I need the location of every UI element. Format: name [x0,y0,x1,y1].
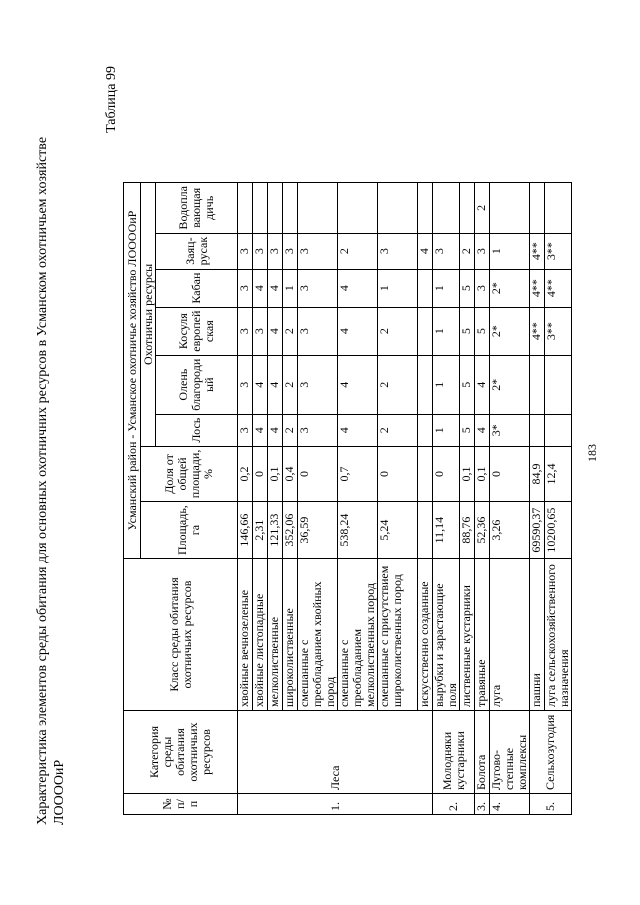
habitat-table [123,182,572,815]
class-cell: травяные [475,559,490,711]
share-cell: 84,9 [530,446,545,502]
score-cell: 1 [433,355,460,414]
share-cell [418,446,433,502]
area-cell: 2,31 [253,502,268,559]
category-cell: Молодняки кустарники [433,711,475,794]
species-hare: Заяц-русак [156,233,238,269]
class-cell: смешанные с преобладанием хвойных пород [298,559,338,711]
score-cell: 3 [238,233,253,269]
score-cell: 2* [490,307,530,355]
species-red-deer: Олень благороди ый [156,355,238,414]
score-cell: 3 [298,233,338,269]
class-cell: мелколиственные [268,559,283,711]
class-cell: хвойные листопадные [253,559,268,711]
share-cell: 0,1 [268,446,283,502]
score-cell: 5 [475,307,490,355]
region-header: Усманский район - Усманское охотничье хозяйство ЛООООиР [124,183,141,559]
score-cell: 3 [298,414,338,446]
class-cell: смешанные с преобладанием мелколиственных пород [338,559,378,711]
share-cell: 0 [378,446,418,502]
score-cell [490,183,530,234]
score-cell: 4** [530,269,545,307]
score-cell: 2 [460,233,475,269]
table-row [475,183,490,815]
area-cell: 5,24 [378,502,418,559]
score-cell: 3** [545,233,572,269]
table-row [490,183,530,815]
area-cell: 36,59 [298,502,338,559]
score-cell: 3 [298,355,338,414]
row-num-agri: 5. [530,794,572,815]
share-cell: 0,1 [460,446,475,502]
page-number: 183 [585,444,599,462]
area-cell: 3,26 [490,502,530,559]
score-cell [268,183,283,234]
species-elk: Лось [156,414,238,446]
score-cell: 3* [490,414,530,446]
score-cell: 1 [378,269,418,307]
score-cell: 2 [283,355,298,414]
share-cell: 0,4 [283,446,298,502]
category-forest: Леса [238,711,433,794]
score-cell [460,183,475,234]
col-header-category: Категория среды обитания охотничьих ресурсов [124,711,238,794]
score-cell: 5 [460,355,475,414]
class-cell: луга [490,559,530,711]
score-cell: 4 [338,269,378,307]
score-cell: 1 [433,307,460,355]
share-cell: 0 [490,446,530,502]
score-cell: 3 [298,307,338,355]
score-cell: 4 [253,355,268,414]
score-cell [238,183,253,234]
area-cell: 538,24 [338,502,378,559]
score-cell [418,355,433,414]
heading-line-1: Характеристика элементов среды обитания для основных охотничних ресурсов в Усманском охотничьем хозяйстве [35,136,50,825]
class-cell: лиственные кустарники [460,559,475,711]
score-cell: 4 [338,355,378,414]
class-cell: искусственно созданные [418,559,433,711]
score-cell: 3 [238,355,253,414]
score-cell: 5 [460,414,475,446]
score-cell: 3 [433,233,460,269]
share-cell: 12,4 [545,446,572,502]
score-cell: 2 [378,307,418,355]
score-cell [545,414,572,446]
species-boar: Кабан [156,269,238,307]
score-cell: 3 [378,233,418,269]
score-cell: 4** [530,233,545,269]
score-cell: 4 [268,355,283,414]
class-cell: вырубки и зарастающие поля [433,559,460,711]
class-cell: хвойные вечнозеленые [238,559,253,711]
score-cell: 2* [490,355,530,414]
score-cell: 4 [418,233,433,269]
score-cell: 1 [283,269,298,307]
score-cell [530,355,545,414]
score-cell [530,414,545,446]
share-cell: 0 [253,446,268,502]
score-cell: 2 [338,233,378,269]
class-cell: пашни [530,559,545,711]
table-row [530,183,545,815]
col-header-share: Доля от общей площади, % [141,446,238,502]
category-agri: Сельхозугодия [530,711,572,794]
score-cell: 4 [338,307,378,355]
col-header-num: № п/п [124,794,238,815]
area-cell: 69590,37 [530,502,545,559]
area-cell: 352,06 [283,502,298,559]
area-cell [418,502,433,559]
table-number: Таблица 99 [104,66,119,133]
area-cell: 146,66 [238,502,253,559]
row-num: 4. [490,794,530,815]
category-cell: Болота [475,711,490,794]
score-cell: 3 [283,233,298,269]
score-cell: 4 [268,307,283,355]
score-cell [418,307,433,355]
score-cell: 5 [460,269,475,307]
score-cell: 2 [475,183,490,234]
share-cell: 0,7 [338,446,378,502]
score-cell: 3 [268,233,283,269]
document-heading [34,65,68,825]
score-cell: 5 [460,307,475,355]
score-cell: 2 [378,414,418,446]
col-header-area: Площадь, га [141,502,238,559]
table-body [238,183,572,815]
row-num: 3. [475,794,490,815]
score-cell: 4 [475,414,490,446]
heading-line-2: ЛООООиР [52,759,67,825]
score-cell: 2* [490,269,530,307]
species-roe-deer: Косуля европей ская [156,307,238,355]
score-cell: 3 [238,269,253,307]
score-cell: 4** [545,269,572,307]
class-cell: смешанные с присутствием широколиственных пород [378,559,418,711]
row-num: 2. [433,794,475,815]
score-cell: 3 [253,307,268,355]
score-cell [418,183,433,234]
score-cell [298,183,338,234]
category-cell: Лугово-степные комплексы [490,711,530,794]
score-cell: 4 [268,414,283,446]
score-cell [530,183,545,234]
score-cell: 2 [283,307,298,355]
score-cell [433,183,460,234]
score-cell: 4 [268,269,283,307]
score-cell: 2 [378,355,418,414]
area-cell: 88,76 [460,502,475,559]
table-row [238,183,253,815]
score-cell: 4 [338,414,378,446]
score-cell [253,183,268,234]
score-cell [545,355,572,414]
area-cell: 52,36 [475,502,490,559]
score-cell [338,183,378,234]
table-row [433,183,460,815]
score-cell: 3 [238,307,253,355]
score-cell: 3 [475,233,490,269]
area-cell: 121,33 [268,502,283,559]
class-cell: широколиственные [283,559,298,711]
score-cell: 3 [475,269,490,307]
share-cell: 0 [433,446,460,502]
score-cell [378,183,418,234]
score-cell: 1 [433,269,460,307]
score-cell: 4** [530,307,545,355]
share-cell: 0,2 [238,446,253,502]
score-cell: 3 [253,233,268,269]
score-cell [545,183,572,234]
score-cell: 3** [545,307,572,355]
score-cell [283,183,298,234]
score-cell: 3 [238,414,253,446]
score-cell: 4 [253,414,268,446]
area-cell: 11,14 [433,502,460,559]
score-cell: 3 [298,269,338,307]
class-cell: луга сельскохозяйственного назначения [545,559,572,711]
score-cell: 1 [490,233,530,269]
score-cell [418,414,433,446]
row-num-forest: 1. [238,794,433,815]
score-cell: 4 [475,355,490,414]
resources-header: Охотничьи ресурсы [141,183,156,447]
share-cell: 0 [298,446,338,502]
score-cell: 1 [433,414,460,446]
score-cell: 4 [253,269,268,307]
col-header-class: Класс среды обитания охотничьих ресурсов [124,559,238,711]
score-cell: 2 [283,414,298,446]
area-cell: 10200,65 [545,502,572,559]
species-waterfowl: Водопла вающая дичь [156,183,238,234]
share-cell: 0,1 [475,446,490,502]
score-cell [418,269,433,307]
